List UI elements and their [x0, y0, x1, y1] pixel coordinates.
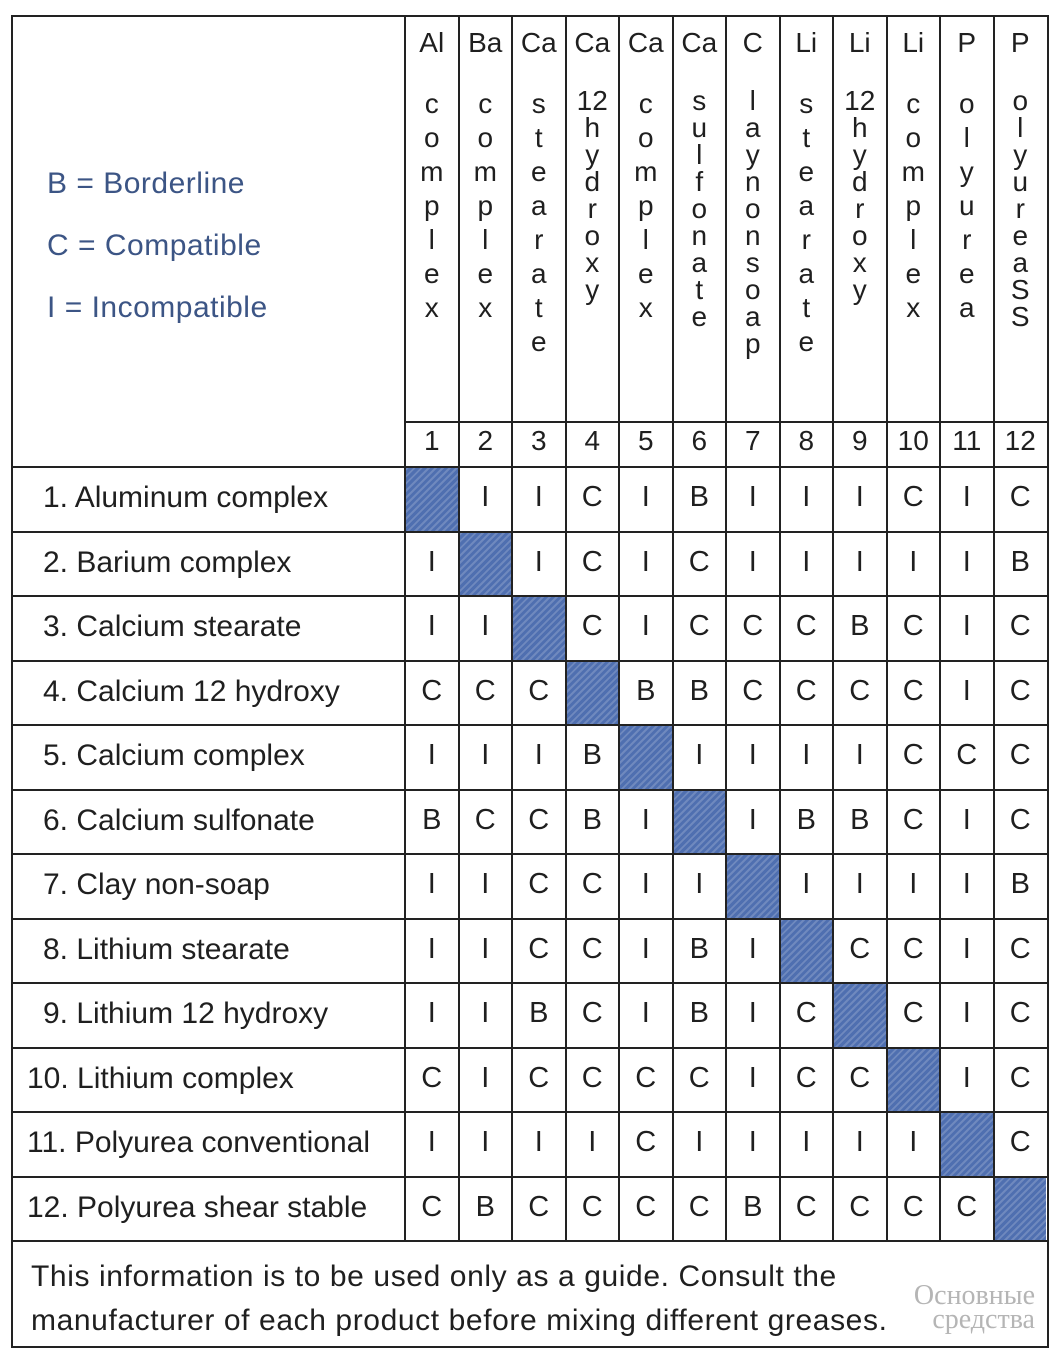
column-header	[940, 23, 994, 325]
compatibility-cell: C	[902, 481, 924, 513]
column-number: 1	[423, 425, 440, 456]
compatibility-cell: I	[802, 868, 811, 900]
compatibility-cell: I	[534, 481, 543, 513]
compatibility-cell: B	[743, 1190, 763, 1223]
compatibility-cell: C	[581, 610, 603, 642]
row-label: 12. Polyurea shear stable	[27, 1190, 368, 1224]
column-number: 6	[691, 425, 708, 456]
row-label: 3. Calcium stearate	[43, 610, 302, 643]
compatibility-cell: B	[689, 997, 709, 1029]
compatibility-cell: I	[748, 932, 757, 965]
compatibility-cell: C	[1009, 674, 1031, 707]
grid-line-horizontal	[13, 982, 1049, 984]
compatibility-cell: I	[427, 545, 436, 578]
diagonal-cell	[406, 468, 458, 531]
compatibility-cell: I	[748, 1126, 757, 1158]
column-header-abbr: P	[1010, 27, 1030, 58]
compatibility-cell: B	[422, 803, 442, 836]
column-header	[887, 23, 941, 325]
compatibility-cell: I	[962, 1061, 971, 1094]
compatibility-cell: I	[962, 610, 971, 642]
compatibility-cell: I	[909, 1126, 918, 1158]
column-header-abbr: P	[957, 27, 977, 58]
compatibility-cell: I	[641, 803, 650, 836]
compatibility-cell: I	[481, 610, 490, 642]
column-number: 11	[952, 425, 982, 456]
grid-line-horizontal	[13, 853, 1049, 855]
compatibility-cell: I	[855, 1126, 864, 1158]
compatibility-cell: C	[688, 1061, 710, 1094]
compatibility-cell: C	[474, 803, 496, 836]
compatibility-cell: C	[528, 1061, 550, 1094]
compatibility-cell: C	[902, 803, 924, 836]
compatibility-cell: C	[1009, 932, 1031, 965]
row-label: 2. Barium complex	[43, 545, 292, 579]
compatibility-cell: B	[850, 803, 870, 836]
compatibility-cell: C	[742, 674, 764, 707]
compatibility-cell: C	[528, 1190, 550, 1223]
compatibility-cell: I	[534, 739, 543, 771]
compatibility-cell: B	[689, 932, 709, 965]
compatibility-cell: I	[962, 481, 971, 513]
compatibility-cell: I	[588, 1126, 597, 1158]
compatibility-cell: I	[962, 545, 971, 578]
column-header-word: c o m p l e x	[634, 88, 658, 323]
column-number: 9	[851, 425, 868, 456]
column-header-abbr: Ca	[627, 27, 664, 58]
diagonal-cell	[834, 984, 886, 1047]
compatibility-cell: C	[1009, 481, 1031, 513]
compatibility-cell: C	[528, 932, 550, 965]
compatibility-cell: I	[534, 1126, 543, 1158]
compatibility-cell: I	[855, 739, 864, 771]
column-number: 7	[744, 425, 761, 456]
compatibility-cell: C	[1009, 803, 1031, 836]
compatibility-cell: I	[427, 932, 436, 965]
compatibility-cell: I	[802, 1126, 811, 1158]
compatibility-cell: I	[962, 868, 971, 900]
compatibility-cell: I	[695, 1126, 704, 1158]
compatibility-cell: I	[748, 803, 757, 836]
compatibility-cell: I	[427, 739, 436, 771]
column-header-word: 12 h y d r o x y	[576, 85, 608, 305]
compatibility-cell: I	[641, 545, 650, 578]
diagonal-cell	[674, 791, 726, 854]
compatibility-cell: C	[902, 610, 924, 642]
grid-line-horizontal	[13, 1240, 1049, 1242]
compatibility-cell: I	[855, 868, 864, 900]
compatibility-cell: I	[748, 545, 757, 578]
row-label: 8. Lithium stearate	[43, 932, 290, 966]
compatibility-cell: I	[748, 1061, 757, 1094]
compatibility-cell: C	[849, 1061, 871, 1094]
column-header-word: c o m p l e x	[473, 88, 497, 323]
compatibility-cell: C	[795, 997, 817, 1029]
compatibility-cell: I	[855, 545, 864, 578]
compatibility-cell: B	[475, 1190, 495, 1223]
compatibility-cell: C	[421, 674, 443, 707]
column-header-abbr: Ba	[468, 27, 503, 58]
compatibility-cell: C	[795, 1190, 817, 1223]
compatibility-cell: I	[962, 997, 971, 1029]
grid-line-horizontal	[405, 421, 1047, 423]
watermark-logo: Основные средства	[913, 1280, 1035, 1335]
compatibility-cell: B	[636, 674, 656, 707]
compatibility-cell: B	[582, 803, 602, 836]
compatibility-cell: C	[1009, 1061, 1031, 1094]
compatibility-cell: C	[902, 674, 924, 707]
column-header-abbr: Ca	[681, 27, 718, 58]
column-number: 8	[798, 425, 815, 456]
legend-compatible: C = Compatible	[47, 229, 262, 262]
compatibility-cell: I	[748, 997, 757, 1029]
legend-borderline: B = Borderline	[47, 167, 245, 200]
grid-line-horizontal	[13, 789, 1049, 791]
compatibility-cell: C	[1009, 997, 1031, 1029]
compatibility-cell: C	[902, 1190, 924, 1223]
compatibility-cell: C	[795, 674, 817, 707]
column-header	[566, 23, 620, 303]
diagonal-cell	[888, 1049, 940, 1112]
compatibility-cell: B	[529, 997, 549, 1029]
column-number: 2	[477, 425, 494, 456]
compatibility-cell: I	[962, 674, 971, 707]
compatibility-cell: C	[581, 932, 603, 965]
compatibility-cell: I	[641, 481, 650, 513]
compatibility-cell: I	[427, 1126, 436, 1158]
diagonal-cell	[941, 1113, 993, 1176]
column-header	[405, 23, 459, 325]
diagonal-cell	[460, 533, 512, 596]
column-number: 3	[530, 425, 547, 456]
compatibility-cell: I	[748, 739, 757, 771]
compatibility-cell: I	[427, 868, 436, 900]
row-label: 1. Aluminum complex	[43, 481, 329, 514]
row-label: 7. Clay non-soap	[43, 868, 270, 901]
grid-line-horizontal	[13, 531, 1049, 533]
grid-line-horizontal	[13, 1176, 1049, 1178]
compatibility-cell: B	[689, 481, 709, 513]
compatibility-cell: I	[909, 545, 918, 578]
compatibility-cell: C	[688, 1190, 710, 1223]
compatibility-cell: C	[635, 1190, 657, 1223]
column-header	[833, 23, 887, 303]
grid-line-horizontal	[13, 1111, 1049, 1113]
row-label: 10. Lithium complex	[27, 1061, 294, 1095]
compatibility-cell: I	[481, 739, 490, 771]
legend-incompatible: I = Incompatible	[47, 291, 268, 324]
compatibility-cell: C	[421, 1190, 443, 1223]
compatibility-cell: B	[582, 739, 602, 771]
compatibility-cell: C	[688, 610, 710, 642]
compatibility-cell: I	[481, 1061, 490, 1094]
compatibility-cell: C	[688, 545, 710, 578]
compatibility-cell: I	[695, 868, 704, 900]
compatibility-cell: C	[849, 674, 871, 707]
compatibility-cell: C	[581, 1190, 603, 1223]
row-label: 4. Calcium 12 hydroxy	[43, 674, 340, 708]
column-number: 12	[1004, 425, 1036, 456]
column-header-abbr: C	[742, 27, 763, 58]
compatibility-cell: I	[481, 932, 490, 965]
diagonal-cell	[781, 920, 833, 983]
compatibility-cell: C	[581, 545, 603, 578]
compatibility-chart	[11, 15, 1049, 1348]
column-header-word: 12 h y d r o x y	[844, 85, 876, 305]
compatibility-cell: C	[795, 1061, 817, 1094]
column-header-word: s t e a r a t e	[530, 88, 547, 357]
row-label: 11. Polyurea conventional	[27, 1126, 371, 1159]
column-header-word: s u l f o n a t e	[691, 85, 708, 332]
compatibility-cell: B	[796, 803, 816, 836]
grid-line-horizontal	[13, 724, 1049, 726]
compatibility-cell: C	[742, 610, 764, 642]
compatibility-cell: B	[850, 610, 870, 642]
compatibility-cell: C	[581, 997, 603, 1029]
diagonal-cell	[727, 855, 779, 918]
column-number: 10	[897, 425, 929, 456]
disclaimer-line-1: This information is to be used only as a guide. Consult the	[31, 1260, 837, 1293]
row-label: 5. Calcium complex	[43, 739, 305, 772]
compatibility-cell: I	[641, 610, 650, 642]
compatibility-cell: B	[1010, 868, 1030, 900]
column-number: 4	[584, 425, 601, 456]
column-header-word: c o m p l e x	[901, 88, 925, 323]
column-header-abbr: Ca	[574, 27, 611, 58]
compatibility-cell: C	[956, 739, 978, 771]
column-header-word: o l y u r e a S S	[1010, 85, 1030, 332]
column-header	[619, 23, 673, 325]
compatibility-cell: C	[849, 1190, 871, 1223]
grid-line-horizontal	[13, 918, 1049, 920]
compatibility-cell: C	[795, 610, 817, 642]
compatibility-cell: I	[427, 997, 436, 1029]
grid-line-horizontal	[13, 466, 1049, 468]
compatibility-cell: I	[641, 997, 650, 1029]
column-header	[780, 23, 834, 359]
column-number: 5	[637, 425, 654, 456]
compatibility-cell: I	[802, 545, 811, 578]
compatibility-cell: C	[581, 868, 603, 900]
compatibility-cell: C	[581, 481, 603, 513]
compatibility-cell: C	[956, 1190, 978, 1223]
column-header-word: s t e a r a t e	[798, 88, 815, 357]
compatibility-cell: C	[421, 1061, 443, 1094]
compatibility-cell: C	[635, 1126, 657, 1158]
grid-line-horizontal	[13, 660, 1049, 662]
diagonal-cell	[513, 597, 565, 660]
disclaimer-line-2: manufacturer of each product before mixing different greases.	[31, 1304, 888, 1337]
column-header-abbr: Al	[419, 27, 445, 58]
column-header-word: c o m p l e x	[420, 88, 444, 323]
disclaimer	[31, 1255, 1031, 1343]
diagonal-cell	[995, 1178, 1047, 1241]
compatibility-cell: I	[641, 868, 650, 900]
compatibility-cell: I	[748, 481, 757, 513]
compatibility-cell: I	[802, 739, 811, 771]
compatibility-cell: C	[902, 739, 924, 771]
row-label: 9. Lithium 12 hydroxy	[43, 997, 329, 1030]
column-header-word: l a y n o n s o a p	[744, 85, 761, 359]
column-header-abbr: Li	[902, 27, 925, 58]
column-header	[512, 23, 566, 359]
compatibility-cell: B	[1010, 545, 1030, 578]
compatibility-cell: I	[481, 868, 490, 900]
column-header-word: o l y u r e a	[958, 88, 975, 323]
compatibility-cell: C	[849, 932, 871, 965]
compatibility-cell: I	[695, 739, 704, 771]
compatibility-cell: C	[1009, 610, 1031, 642]
compatibility-cell: I	[534, 545, 543, 578]
compatibility-cell: C	[635, 1061, 657, 1094]
compatibility-cell: C	[902, 932, 924, 965]
compatibility-cell: I	[481, 1126, 490, 1158]
row-label: 6. Calcium sulfonate	[43, 803, 315, 837]
column-header-abbr: Ca	[520, 27, 557, 58]
diagonal-cell	[620, 726, 672, 789]
compatibility-cell: C	[528, 674, 550, 707]
compatibility-cell: C	[902, 997, 924, 1029]
column-header-abbr: Li	[795, 27, 818, 58]
compatibility-cell: I	[962, 932, 971, 965]
compatibility-cell: I	[802, 481, 811, 513]
compatibility-cell: I	[855, 481, 864, 513]
column-header	[994, 23, 1048, 330]
compatibility-cell: I	[481, 997, 490, 1029]
compatibility-cell: I	[962, 803, 971, 836]
column-header	[673, 23, 727, 330]
compatibility-cell: C	[1009, 739, 1031, 771]
compatibility-cell: I	[481, 481, 490, 513]
compatibility-cell: C	[581, 1061, 603, 1094]
compatibility-cell: C	[528, 868, 550, 900]
compatibility-cell: B	[689, 674, 709, 707]
diagonal-cell	[567, 662, 619, 725]
column-header	[726, 23, 780, 357]
column-header-abbr: Li	[848, 27, 871, 58]
compatibility-cell: C	[528, 803, 550, 836]
compatibility-cell: C	[474, 674, 496, 707]
column-header	[459, 23, 513, 325]
compatibility-cell: C	[1009, 1126, 1031, 1158]
compatibility-cell: I	[909, 868, 918, 900]
compatibility-cell: I	[641, 932, 650, 965]
compatibility-cell: I	[427, 610, 436, 642]
